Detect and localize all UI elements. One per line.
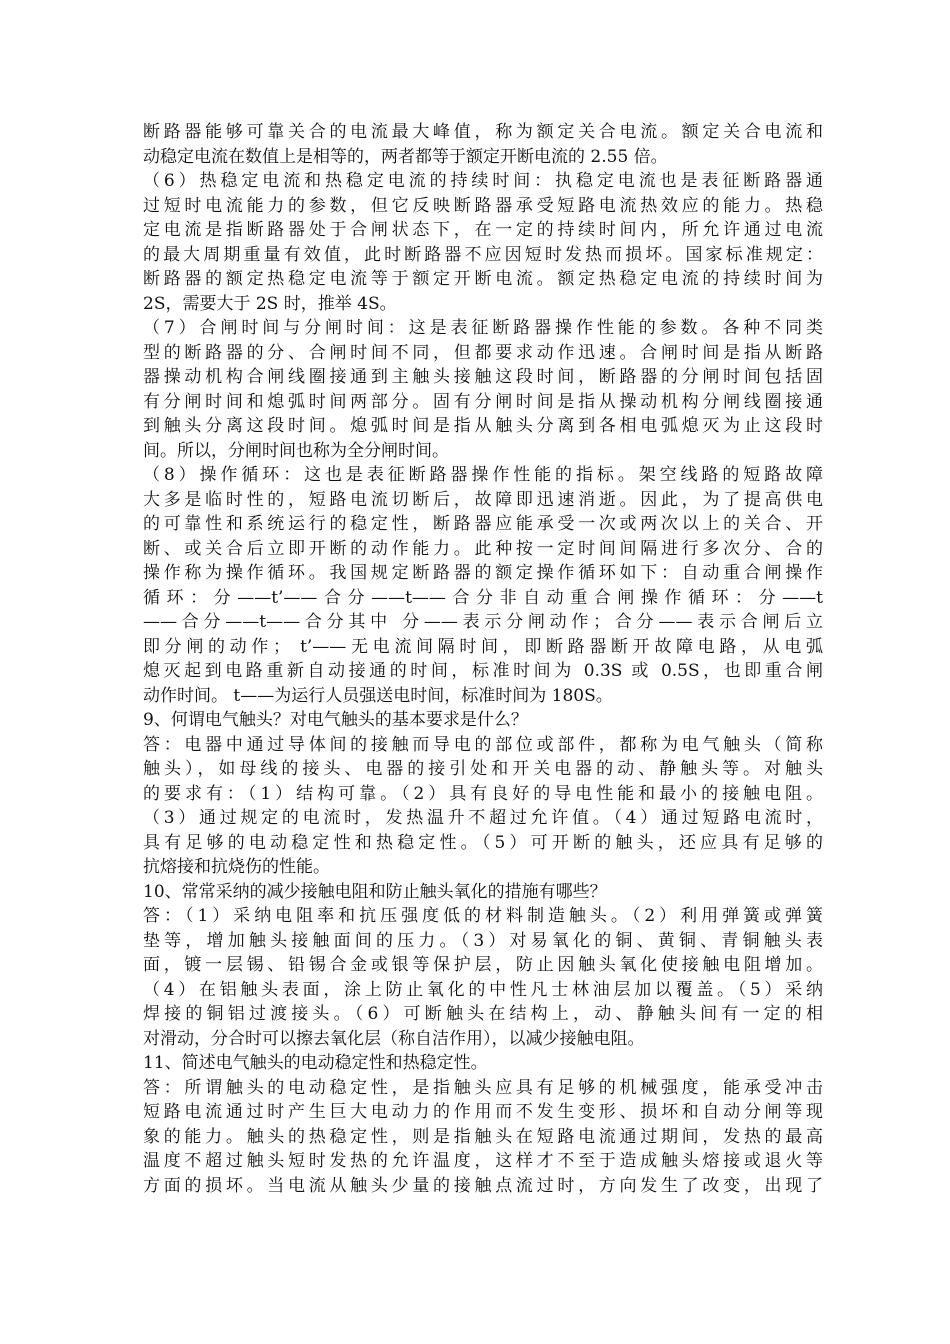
text-line: 的可靠性和系统运行的稳定性，断路器应能承受一次或两次以上的关合、开 [143, 514, 823, 534]
text-line: 断路器能够可靠关合的电流最大峰值，称为额定关合电流。额定关合电流和 [143, 122, 823, 142]
text-line: （8）操作循环：这也是表征断路器操作性能的指标。架空线路的短路故障 [143, 465, 823, 485]
text-line: （6）热稳定电流和热稳定电流的持续时间：执稳定电流也是表征断路器通 [143, 171, 823, 191]
text-line: （3）通过规定的电流时，发热温升不超过允许值。（4）通过短路电流时， [143, 808, 823, 828]
text-line: 象的能力。触头的热稳定性，则是指触头在短路电流通过期间，发热的最高 [143, 1126, 823, 1147]
text-line: 10、常常采纳的减少接触电阻和防止触头氧化的措施有哪些？ [143, 881, 607, 902]
text-line: 的最大周期重量有效值，此时断路器不应因短时发热而损坏。国家标准规定： [143, 244, 823, 265]
text-line: 9、何谓电气触头？对电气触头的基本要求是什么？ [143, 710, 528, 730]
text-line: 触头），如母线的接头、电器的接引处和开关电器的动、静触头等。对触头 [143, 759, 823, 779]
text-line: 有分闸时间和熄弧时间两部分。固有分闸时间是指从操动机构分闸线圈接通 [143, 391, 823, 412]
text-line: 熄灭起到电路重新自动接通的时间，标准时间为 0.3S 或 0.5S，也即重合闸 [143, 661, 823, 681]
text-line: 动稳定电流在数值上是相等的，两者都等于额定开断电流的 2.55 倍。 [143, 146, 668, 167]
text-line: 的要求有：（1）结构可靠。（2）具有良好的导电性能和最小的接触电阻。 [143, 783, 823, 804]
document-page [143, 120, 823, 1198]
text-line: 断、或关合后立即开断的动作能力。此种按一定时间间隔进行多次分、合的 [143, 538, 823, 559]
text-line: 答：（1）采纳电阻率和抗压强度低的材料制造触头。（2）利用弹簧或弹簧 [143, 906, 823, 926]
text-line: 答：电器中通过导体间的接触而导电的部位或部件，都称为电气触头（简称 [143, 734, 823, 755]
text-line: 断路器的额定热稳定电流等于额定开断电流。额定热稳定电流的持续时间为 [143, 269, 823, 289]
text-line: 垫等，增加触头接触面间的压力。（3）对易氧化的铜、黄铜、青铜触头表 [143, 930, 823, 951]
text-line: 即分闸的动作； t’——无电流间隔时间，即断路器断开故障电路，从电弧 [143, 636, 823, 657]
text-line: 定电流是指断路器处于合闸状态下，在一定的持续时间内，所允许通过电流 [143, 220, 823, 240]
text-line: 间。所以，分闸时间也称为全分闸时间。 [143, 440, 449, 461]
text-line: 操作称为操作循环。我国规定断路器的额定操作循环如下：自动重合闸操作 [143, 563, 823, 583]
text-line: ——合分——t——合分其中 分——表示分闸动作；合分——表示合闸后立 [143, 612, 823, 632]
text-line: 对滑动，分合时可以擦去氧化层（称自洁作用），以减少接触电阻。 [143, 1028, 645, 1049]
text-line: 面，镀一层锡、铅锡合金或银等保护层，防止因触头氧化使接触电阻增加。 [143, 955, 823, 975]
text-line: 循环：分——t’——合分——t——合分非自动重合闸操作循环：分——t [143, 587, 823, 608]
text-line: 动作时间。 t——为运行人员强送电时间，标准时间为 180S。 [143, 685, 613, 706]
text-line: 大多是临时性的，短路电流切断后，故障即迅速消逝。因此，为了提高供电 [143, 489, 823, 510]
text-line: 到触头分离这段时间。熄弧时间是指从触头分离到各相电弧熄灭为止这段时 [143, 416, 823, 436]
text-line: 答：所谓触头的电动稳定性，是指触头应具有足够的机械强度，能承受冲击 [143, 1077, 823, 1098]
text-line: 具有足够的电动稳定性和热稳定性。（5）可开断的触头，还应具有足够的 [143, 832, 823, 853]
text-line: 温度不超过触头短时发热的允许温度，这样才不至于造成触头熔接或退火等 [143, 1151, 823, 1171]
text-line: 短路电流通过时产生巨大电动力的作用而不发生变形、损坏和自动分闸等现 [143, 1102, 823, 1122]
text-line: 过短时电流能力的参数，但它反映断路器承受短路电流热效应的能力。热稳 [143, 195, 823, 216]
text-line: （4）在铝触头表面，涂上防止氧化的中性凡士林油层加以覆盖。（5）采纳 [143, 979, 823, 1000]
text-line: 方面的损坏。当电流从触头少量的接触点流过时，方向发生了改变，出现了 [143, 1175, 823, 1196]
text-line: 11、简述电气触头的电动稳定性和热稳定性。 [143, 1053, 488, 1073]
text-line: 抗熔接和抗烧伤的性能。 [143, 857, 330, 877]
text-line: 焊接的铜铝过渡接头。（6）可断触头在结构上，动、静触头间有一定的相 [143, 1004, 823, 1024]
text-line: 器操动机构合闸线圈接通到主触头接触这段时间，断路器的分闸时间包括固 [143, 367, 823, 387]
text-line: （7）合闸时间与分闸时间：这是表征断路器操作性能的参数。各种不同类 [143, 318, 823, 338]
text-line: 型的断路器的分、合闸时间不同，但都要求动作迅速。合闸时间是指从断路 [143, 342, 823, 363]
text-line: 2S，需要大于 2S 时，推举 4S。 [143, 293, 397, 314]
